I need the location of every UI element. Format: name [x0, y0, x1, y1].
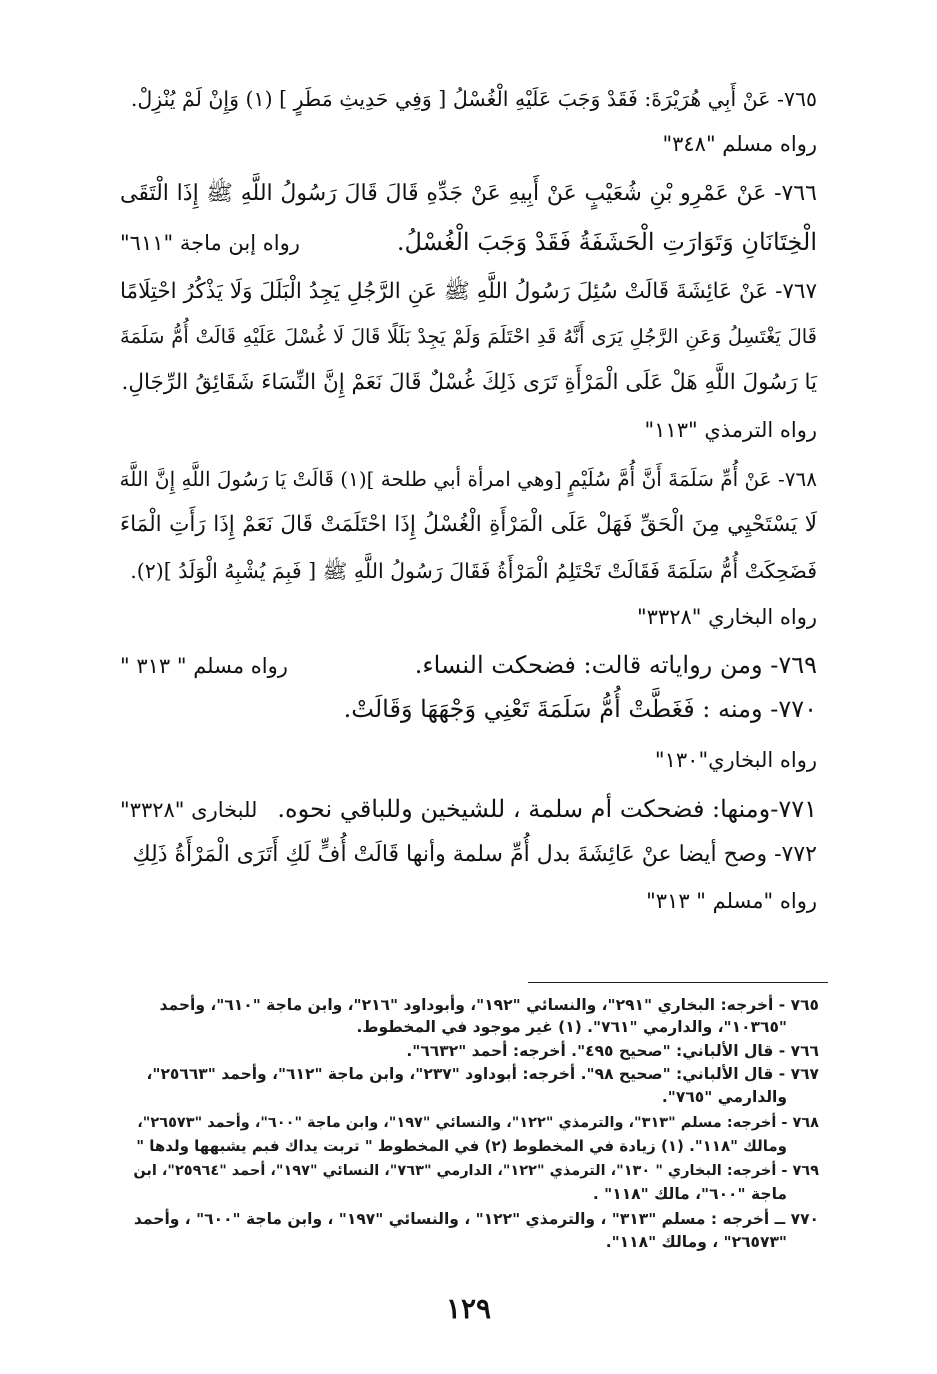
footnote-line: ٧٧٠ ــ أخرجه : مسلم "٣١٣" ، والترمذي "١٢٢" ، والنسائي "١٩٧" ، وابن ماجة "٦٠٠" ، وأحمد [133, 1210, 819, 1228]
hadith-771-row [120, 792, 817, 827]
hadith-767-source: رواه الترمذي "١١٣" [644, 418, 817, 442]
hadith-769-row [120, 648, 817, 683]
hadith-768-text-line1: ٧٦٨- عَنْ أُمِّ سَلَمَةَ أَنَّ أُمَّ سُلَيْمٍ [وهي امرأة أبي طلحة ](١) قَالَتْ يَا رَسُولَ اللَّهِ إِنَّ اللَّهَ [119, 467, 817, 491]
hadith-769-text: ٧٦٩- ومن رواياته قالت: فضحكت النساء. [414, 651, 817, 679]
footnote-line: ماجة "٦٠٠"، مالك "١١٨" . [592, 1185, 787, 1203]
hadith-769-source: رواه مسلم " ٣١٣ " [120, 654, 288, 678]
footnote-separator [528, 982, 828, 983]
hadith-766-text-line1: ٧٦٦- عَنْ عَمْرِو بْنِ شُعَيْبٍ عَنْ أَبِيهِ عَنْ جَدِّهِ قَالَ قَالَ رَسُولُ اللَّهِ ﷺ إِذَا الْتَقَى [120, 181, 817, 206]
hadith-766-row2 [120, 225, 817, 260]
hadith-770-source: رواه البخاري"١٣٠" [654, 748, 817, 772]
footnote-line: ومالك "١١٨". (١) زيادة في المخطوط (٢) في المخطوط " تربت يداك فبم يشبهها ولدها " [136, 1137, 787, 1155]
hadith-767-text-line3: يَا رَسُولَ اللَّهِ هَلْ عَلَى الْمَرْأَةِ تَرَى ذَلِكَ غُسْلٌ قَالَ نَعَمْ إِنَّ النِّسَاءَ شَقَائِقُ الرِّجَالِ. [121, 370, 817, 395]
footnote-line: ٧٦٦ - قال الألباني: "صحيح ٤٩٥". أخرجه: أحمد "٦٦٣٢". [406, 1042, 819, 1060]
hadith-768-text-line3: فَضَحِكَتْ أُمُّ سَلَمَةَ فَقَالَتْ تَحْتَلِمُ الْمَرْأَةُ فَقَالَ رَسُولُ اللَّهِ ﷺ [ فَبِمَ يُشْبِهُ الْوَلَدُ ](٢). [130, 559, 817, 583]
footnote-line: ٧٦٨ - أخرجه: مسلم "٣١٣"، والترمذي "١٢٢"، والنسائي "١٩٧"، وابن ماجة "٦٠٠"، وأحمد "٢٦٥٧٣"، [137, 1115, 819, 1131]
hadith-772-source: رواه "مسلم " ٣١٣" [646, 889, 817, 913]
footnote-line: والدارمي "٧٦٥". [661, 1088, 787, 1106]
hadith-768-text-line2: لَا يَسْتَحْيِي مِنَ الْحَقِّ فَهَلْ عَلَى الْمَرْأَةِ الْغُسْلُ إِذَا احْتَلَمَتْ قَالَ نَعَمْ إِذَا رَأَتِ الْمَاءَ [120, 512, 817, 537]
hadith-772-text: ٧٧٢- وصح أيضا عنْ عَائِشَةَ بدل أُمِّ سلمة وأنها قَالَتْ أُفٍّ لَكِ أَتَرَى الْمَرْأَةُ ذَلِكِ [132, 842, 817, 867]
hadith-771-source: للبخارى "٣٣٢٨" [120, 798, 258, 822]
footnote-line: ٧٦٩ - أخرجه: البخاري " ١٣٠"، الترمذي "١٢٢"، الدارمي "٧٦٣"، النسائي "١٩٧"، أحمد "٢٥٩٦٤"، ابن [133, 1163, 819, 1179]
hadith-765-text: ٧٦٥- عَنْ أَبِي هُرَيْرَةَ: فَقَدْ وَجَبَ عَلَيْهِ الْغُسْلُ [ وَفِي حَدِيثِ مَطَرٍ ] (١) وَإِنْ لَمْ يُنْزِلْ. [130, 87, 817, 111]
hadith-766-source: رواه إبن ماجة "٦١١" [120, 231, 300, 255]
footnote-line: "١٠٣٦٥"، والدارمي "٧٦١". (١) غير موجود في المخطوط. [356, 1018, 787, 1036]
hadith-767-text-line1: ٧٦٧- عَنْ عَائِشَةَ قَالَتْ سُئِلَ رَسُولُ اللَّهِ ﷺ عَنِ الرَّجُلِ يَجِدُ الْبَلَلَ وَلَا يَذْكُرُ احْتِلَامًا [120, 279, 817, 304]
hadith-771-text: ٧٧١-ومنها: فضحكت أم سلمة ، للشيخين وللباقي نحوه. [277, 795, 817, 823]
footnote-line: ٧٦٥ - أخرجه: البخاري "٢٩١"، والنسائي "١٩٢"، وأبوداود "٢١٦"، وابن ماجة "٦١٠"، وأحمد [159, 996, 819, 1014]
hadith-767-text-line2: قَالَ يَغْتَسِلُ وَعَنِ الرَّجُلِ يَرَى أَنَّهُ قَدِ احْتَلَمَ وَلَمْ يَجِدْ بَلَلًا قَالَ لَا غُسْلَ عَلَيْهِ قَالَتْ أُمُّ سَلَمَةَ [120, 325, 817, 348]
hadith-768-source: رواه البخاري "٣٣٢٨" [636, 605, 817, 629]
footnote-line: "٢٦٥٧٣" ، ومالك "١١٨". [605, 1233, 787, 1251]
hadith-770-text: ٧٧٠- ومنه : فَغَطَّتْ أُمُّ سَلَمَةَ تَعْنِي وَجْهَهَا وَقَالَتْ. [343, 695, 817, 723]
hadith-766-text-line2: الْخِتَانَانِ وَتَوَارَتِ الْحَشَفَةُ فَقَدْ وَجَبَ الْغُسْلُ. [396, 228, 817, 256]
footnote-line: ٧٦٧ - قال الألباني: "صحيح ٩٨". أخرجه: أبوداود "٢٣٧"، وابن ماجة "٦١٢"، وأحمد "٢٥٦٦٣"، [146, 1065, 819, 1083]
hadith-765-source: رواه مسلم "٣٤٨" [662, 132, 817, 156]
page-number: ١٢٩ [445, 1292, 492, 1325]
